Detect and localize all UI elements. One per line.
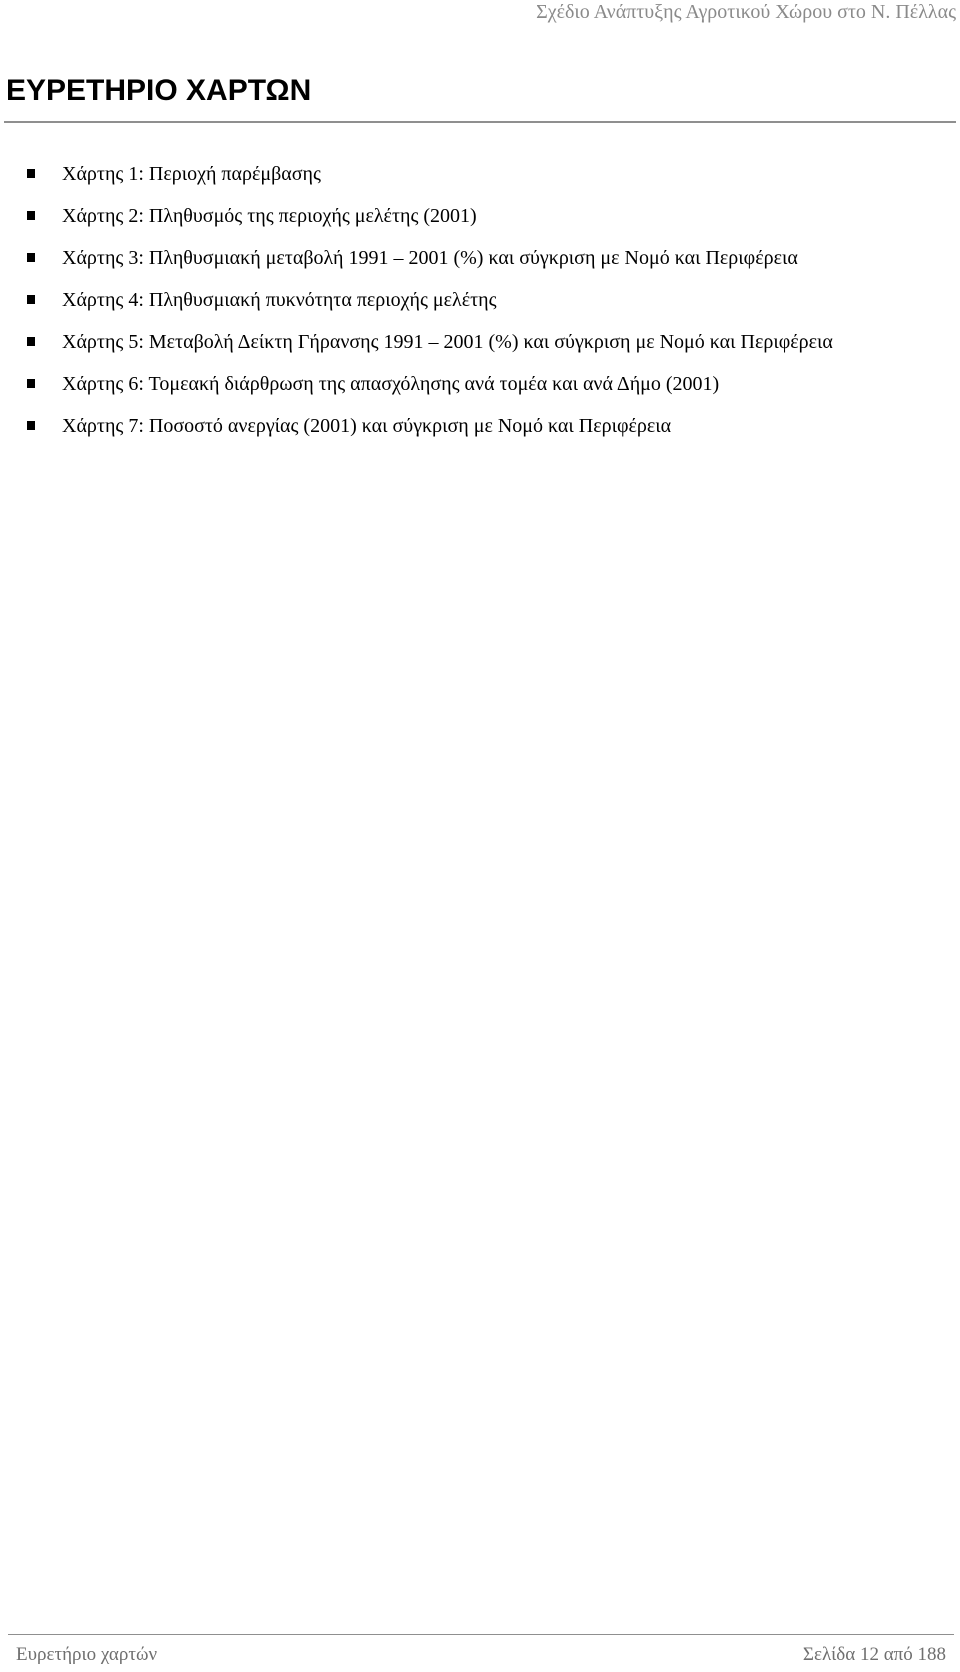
square-bullet-icon — [27, 421, 35, 430]
running-header: Σχέδιο Ανάπτυξης Αγροτικού Χώρου στο Ν. Πέλλας — [536, 1, 956, 23]
footer-section-label: Ευρετήριο χαρτών — [16, 1644, 158, 1665]
list-item — [0, 328, 960, 356]
list-item — [0, 202, 960, 230]
square-bullet-icon — [27, 211, 35, 220]
square-bullet-icon — [27, 295, 35, 304]
map-entry-text: Χάρτης 6: Τομεακή διάρθρωση της απασχόλησης ανά τομέα και ανά Δήμο (2001) — [62, 373, 720, 395]
square-bullet-icon — [27, 169, 35, 178]
square-bullet-icon — [27, 379, 35, 388]
footer-divider — [8, 1634, 954, 1635]
map-entry-text: Χάρτης 2: Πληθυσμός της περιοχής μελέτης (2001) — [62, 205, 477, 227]
map-index-list — [0, 160, 960, 454]
map-entry-text: Χάρτης 1: Περιοχή παρέμβασης — [62, 163, 321, 185]
footer-page-number: Σελίδα 12 από 188 — [802, 1644, 946, 1665]
map-entry-text: Χάρτης 3: Πληθυσμιακή μεταβολή 1991 – 2001 (%) και σύγκριση με Νομό και Περιφέρεια — [62, 247, 798, 269]
list-item — [0, 370, 960, 398]
map-entry-text: Χάρτης 5: Μεταβολή Δείκτη Γήρανσης 1991 – 2001 (%) και σύγκριση με Νομό και Περιφέρεια — [62, 331, 833, 353]
map-entry-text: Χάρτης 7: Ποσοστό ανεργίας (2001) και σύγκριση με Νομό και Περιφέρεια — [62, 415, 672, 437]
list-item — [0, 160, 960, 188]
list-item — [0, 244, 960, 272]
list-item — [0, 286, 960, 314]
map-entry-text: Χάρτης 4: Πληθυσμιακή πυκνότητα περιοχής μελέτης — [62, 289, 497, 311]
page-title: ΕΥΡΕΤΗΡΙΟ ΧΑΡΤΩΝ — [6, 74, 312, 107]
square-bullet-icon — [27, 337, 35, 346]
list-item — [0, 412, 960, 440]
square-bullet-icon — [27, 253, 35, 262]
title-divider — [4, 121, 956, 123]
